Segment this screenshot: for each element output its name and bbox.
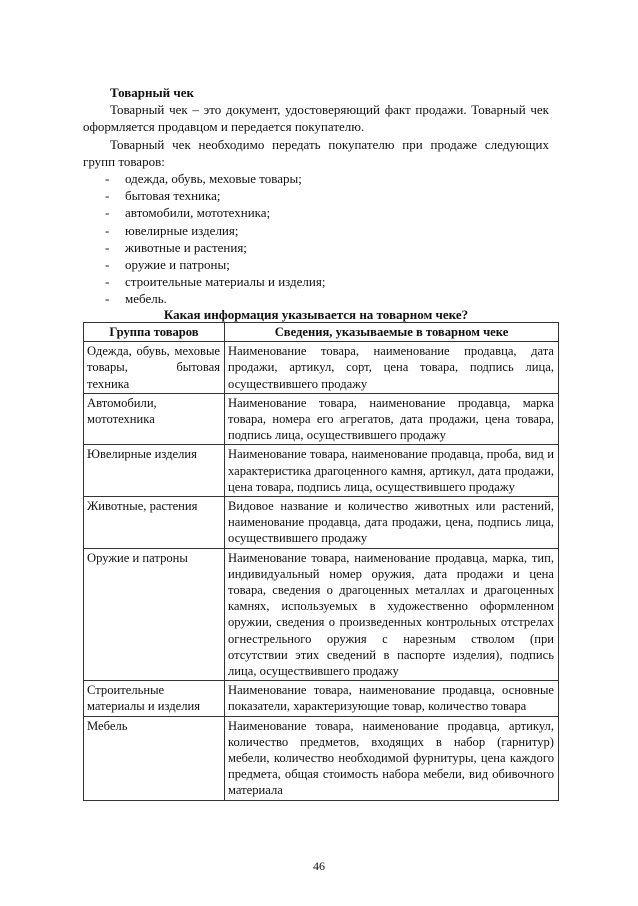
list-item: - ювелирные изделия; bbox=[83, 222, 549, 239]
goods-group-cell: Строительные материалы и изделия bbox=[84, 681, 225, 716]
list-item: - животные и растения; bbox=[83, 239, 549, 256]
goods-group-cell: Оружие и патроны bbox=[84, 548, 225, 681]
body-text bbox=[83, 84, 549, 308]
receipt-info-cell: Наименование товара, наименование продавца, марка товара, номера его агрегатов, дата продажи, цена товара, подпись лица, осуществившего продажу bbox=[225, 393, 559, 445]
page-number: 46 bbox=[313, 859, 325, 873]
list-item: - мебель. bbox=[83, 290, 549, 307]
list-item: - бытовая техника; bbox=[83, 187, 549, 204]
goods-group-cell: Животные, растения bbox=[84, 497, 225, 549]
table-caption: Какая информация указывается на товарном чеке? bbox=[163, 307, 469, 322]
receipt-info-table bbox=[83, 322, 559, 801]
goods-group-cell: Автомобили, мототехника bbox=[84, 393, 225, 445]
paragraph-requirement: Товарный чек необходимо передать покупателю при продаже следующих групп товаров: bbox=[83, 136, 549, 169]
table-row bbox=[84, 445, 559, 497]
table-row bbox=[84, 393, 559, 445]
table-row bbox=[84, 716, 559, 800]
goods-group-cell: Одежда, обувь, меховые товары, бытовая техника bbox=[84, 342, 225, 394]
list-item: - автомобили, мототехника; bbox=[83, 204, 549, 221]
section-title: Товарный чек bbox=[110, 85, 194, 100]
receipt-info-cell: Наименование товара, наименование продавца, основные показатели, характеризующие товар, количество товара bbox=[225, 681, 559, 716]
table-row bbox=[84, 497, 559, 549]
receipt-info-cell: Видовое название и количество животных или растений, наименование продавца, дата продажи, цена, подпись лица, осуществившего продажу bbox=[225, 497, 559, 549]
table-row bbox=[84, 681, 559, 716]
goods-groups-list bbox=[83, 170, 549, 308]
header-goods-group: Группа товаров bbox=[84, 323, 225, 342]
table-row bbox=[84, 342, 559, 394]
goods-group-cell: Ювелирные изделия bbox=[84, 445, 225, 497]
table-header-row bbox=[84, 323, 559, 342]
list-item: - строительные материалы и изделия; bbox=[83, 273, 549, 290]
paragraph-definition: Товарный чек – это документ, удостоверяющий факт продажи. Товарный чек оформляется продавцом и передается покупателю. bbox=[83, 102, 549, 135]
list-item: - одежда, обувь, меховые товары; bbox=[83, 170, 549, 187]
receipt-info-cell: Наименование товара, наименование продавца, марка, тип, индивидуальный номер оружия, дата продажи и цена товара, сведения о драгоценных металлах и драгоценных камнях, используемых в художественно оформленном оружии, сведения о произведенных контрольных отстрелах огнестрельного оружия с нарезным стволом (при отсутствии этих сведений в паспорте изделия), подпись лица, осуществившего продажу bbox=[225, 548, 559, 681]
header-receipt-info: Сведения, указываемые в товарном чеке bbox=[225, 323, 559, 342]
goods-group-cell: Мебель bbox=[84, 716, 225, 800]
table-row bbox=[84, 548, 559, 681]
receipt-info-cell: Наименование товара, наименование продавца, артикул, количество предметов, входящих в набор (гарнитур) мебели, количество необходимой фурнитуры, цена каждого предмета, общая стоимость набора мебели, вид обивочного материала bbox=[225, 716, 559, 800]
receipt-info-cell: Наименование товара, наименование продавца, проба, вид и характеристика драгоценного камня, артикул, дата продажи, цена товара, подпись лица, осуществившего продажу bbox=[225, 445, 559, 497]
list-item: - оружие и патроны; bbox=[83, 256, 549, 273]
receipt-info-cell: Наименование товара, наименование продавца, дата продажи, артикул, сорт, цена товара, подпись лица, осуществившего продажу bbox=[225, 342, 559, 394]
